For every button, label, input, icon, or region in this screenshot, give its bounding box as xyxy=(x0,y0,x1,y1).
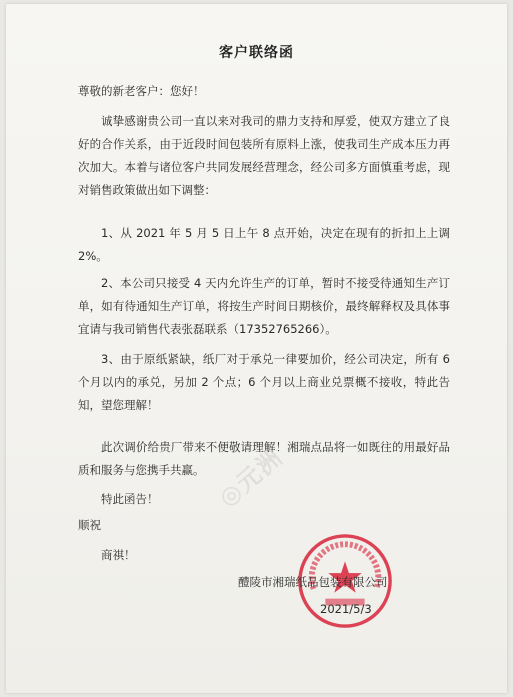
greeting: 尊敬的新老客户：您好！ xyxy=(78,84,205,98)
wish-line: 顺祝 xyxy=(78,518,101,532)
wish-line-2: 商祺！ xyxy=(101,548,136,562)
letter-date: 2021/5/3 xyxy=(320,602,372,616)
letter-title: 客户联络函 xyxy=(219,45,294,61)
notice-line: 特此函告！ xyxy=(101,492,159,506)
adjustment-item-3: 3、由于原纸紧缺，纸厂对于承兑一律要加价，经公司决定，所有 6 个月以内的承兑，另加 2 个点；6 个月以上商业兑票概不接收，特此告知，望您理解！ xyxy=(78,352,450,412)
watermark: ◎元洲 xyxy=(213,442,289,513)
adjustment-item-2: 2、本公司只接受 4 天内允许生产的订单，暂时不接受待通知生产订单，如有待通知生产订单，将按生产时间日期核价，最终解释权及具体事宜请与我司销售代表张磊联系（17352765266）。 xyxy=(78,276,450,336)
company-name: 醴陵市湘瑞纸品包装有限公司 xyxy=(238,575,388,589)
paragraph-intro: 诚挚感谢贵公司一直以来对我司的鼎力支持和厚爱，使双方建立了良好的合作关系，由于近段时间包装所有原料上涨，使我司生产成本压力再次加大。本着与诸位客户共同发展经营理念，经公司多方面慎重考虑，现对销售政策做出如下调整： xyxy=(78,114,450,197)
paragraph-closing: 此次调价给贵厂带来不便敬请理解！湘瑞点品将一如既往的用最好品质和服务与您携手共赢。 xyxy=(78,440,450,477)
letter-page xyxy=(6,4,507,693)
adjustment-item-1: 1、从 2021 年 5 月 5 日上午 8 点开始，决定在现有的折扣上上调 2%。 xyxy=(78,226,450,263)
